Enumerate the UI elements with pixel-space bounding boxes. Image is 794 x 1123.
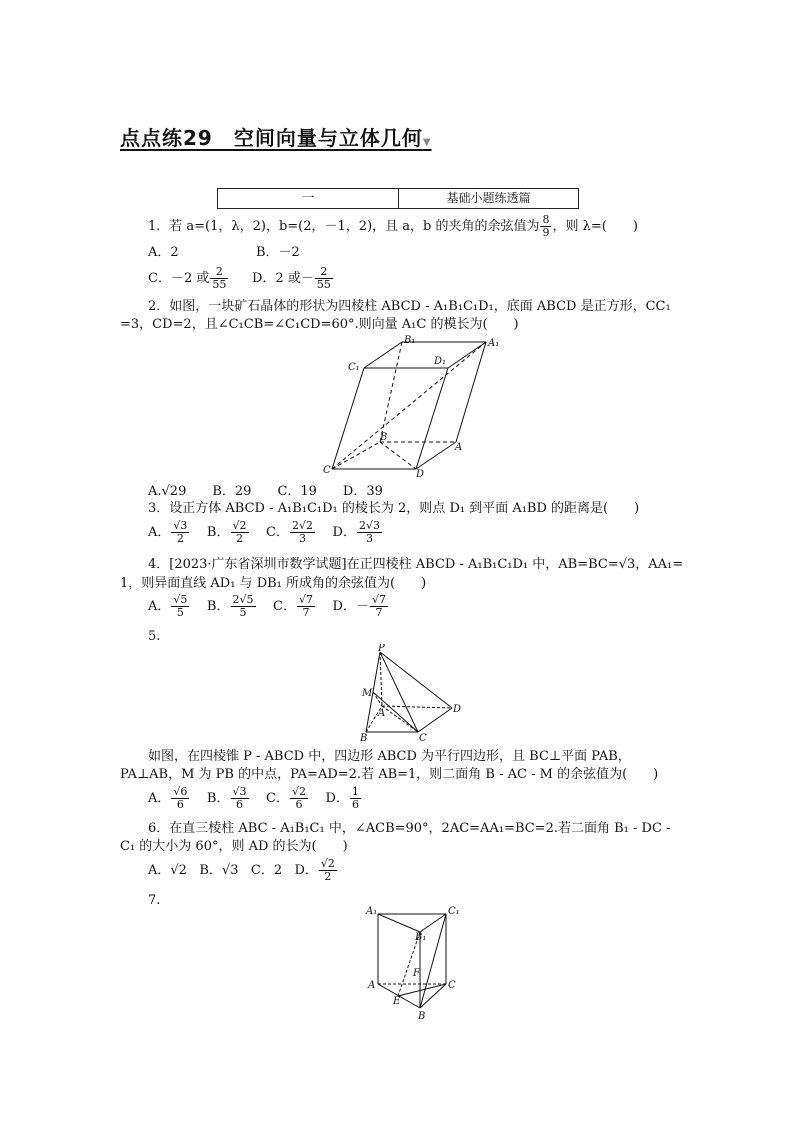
q1-option-b[interactable]: B．－2 xyxy=(256,245,300,260)
q2-label-b: B xyxy=(380,432,388,443)
q2-label-b1: B₁ xyxy=(404,335,416,346)
q5-number: 5. xyxy=(148,629,161,644)
q4-options[interactable]: A． $\frac{√5}{5}$ B． $\frac{2√5}{5}$ C． $\frac{√7}{7}$ D．－ $\frac{√7}{7}$ xyxy=(148,593,386,619)
q5-label-m: M xyxy=(362,688,373,699)
q2-prism-figure xyxy=(318,334,508,478)
q5-options[interactable]: A． $\frac{√6}{6}$ B． $\frac{√3}{6}$ C． $\frac{√2}{6}$ D． $\frac{1}{6}$ xyxy=(148,785,359,811)
q1-option-a[interactable]: A．2 xyxy=(148,245,179,260)
q5-pyramid-figure xyxy=(356,644,464,744)
q5-label-d: D xyxy=(453,704,462,715)
q7-prism-figure xyxy=(364,904,464,1024)
q6-line2: C₁ 的大小为 60°，则 AD 的长为( ) xyxy=(120,839,348,854)
q1-option-c[interactable]: C．－2 或 $\frac{2}{55}$ xyxy=(148,265,227,291)
section-number: 一 xyxy=(218,189,399,208)
q2-label-d: D xyxy=(416,469,425,478)
q6-options[interactable]: A．√2 B．√3 C．2 D． $\frac{√2}{2}$ xyxy=(148,857,335,883)
q7-label-f: F xyxy=(413,968,420,979)
q6-line1: 6．在直三棱柱 ABC - A₁B₁C₁ 中，∠ACB=90°，2AC=AA₁=BC=2.若二面角 B₁ - DC - xyxy=(148,821,671,836)
q3-options[interactable]: A． $\frac{√3}{2}$ B． $\frac{√2}{2}$ C． $\frac{2√2}{3}$ D． $\frac{2√3}{3}$ xyxy=(148,519,380,545)
q3-line1: 3．设正方体 ABCD - A₁B₁C₁D₁ 的棱长为 2，则点 D₁ 到平面 A₁BD 的距离是( ) xyxy=(148,501,640,516)
q2-options[interactable]: A.√29 B．29 C．19 D．39 xyxy=(148,484,383,499)
q7-number: 7. xyxy=(148,893,161,908)
q7-label-e: E xyxy=(393,996,401,1007)
page-title: 点点练29 空间向量与立体几何▼ xyxy=(120,126,432,150)
q5-label-a: A xyxy=(378,708,386,719)
q5-line2: PA⊥AB，M 为 PB 的中点，PA=AD=2.若 AB=1，则二面角 B - AC - M 的余弦值为( ) xyxy=(120,767,659,782)
q4-line2: 1，则异面直线 AD₁ 与 DB₁ 所成角的余弦值为( ) xyxy=(120,576,427,591)
q2-label-c: C xyxy=(323,465,331,476)
q5-line1: 如图，在四棱锥 P - ABCD 中，四边形 ABCD 为平行四边形，且 BC⊥平面 PAB， xyxy=(148,749,631,764)
q7-label-b: B xyxy=(418,1011,426,1022)
q2-line2: =3，CD=2，且∠C₁CB=∠C₁CD=60°.则向量 A₁C 的模长为( ) xyxy=(120,317,519,332)
q4-line1: 4．[2023·广东省深圳市数学试题]在正四棱柱 ABCD - A₁B₁C₁D₁ 中，AB=BC=√3，AA₁= xyxy=(148,557,684,572)
section-name: 基础小题练透篇 xyxy=(446,191,531,205)
q5-label-c: C xyxy=(419,733,427,744)
section-header xyxy=(217,188,579,209)
q2-label-a1: A₁ xyxy=(488,338,500,349)
q1-fraction: $\frac{8}{9}$ xyxy=(542,213,550,239)
q5-label-b: B xyxy=(360,733,368,744)
q7-label-c1: C₁ xyxy=(448,906,460,917)
q7-label-b1: B₁ xyxy=(415,932,427,943)
q7-label-c: C xyxy=(448,980,456,991)
q5-label-p: P xyxy=(378,644,385,654)
q7-label-a: A xyxy=(368,980,376,991)
title-marker-icon: ▼ xyxy=(422,137,432,148)
q2-label-c1: C₁ xyxy=(348,362,360,373)
q7-label-a1: A₁ xyxy=(366,906,378,917)
q2-line1: 2．如图，一块矿石晶体的形状为四棱柱 ABCD - A₁B₁C₁D₁，底面 ABCD 是正方形，CC₁ xyxy=(148,299,671,314)
q1-stem: 1．若 a=(1，λ，2)，b=(2，－1，2)，且 a，b 的夹角的余弦值为 $\frac{8}{9}$ ，则 λ=( ) xyxy=(148,213,638,239)
q2-label-a: A xyxy=(455,442,463,453)
q2-label-d1: D₁ xyxy=(434,356,447,367)
q1-option-d[interactable]: D．2 或－ $\frac{2}{55}$ xyxy=(252,265,331,291)
